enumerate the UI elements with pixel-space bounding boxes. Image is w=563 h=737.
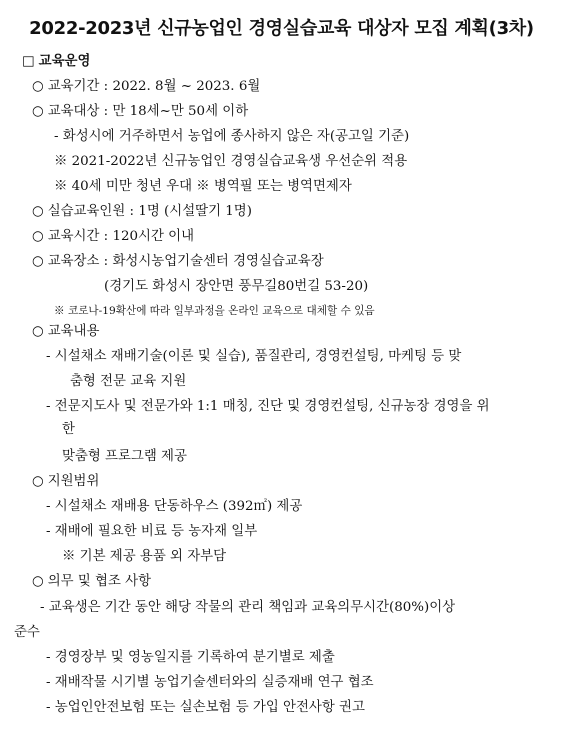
section-label: 교육운영: [38, 54, 91, 69]
detail-line: - 전문지도사 및 전문가와 1:1 매칭, 진단 및 경영컨설팅, 신규농장 경영을 위: [46, 399, 490, 414]
detail-line: - 교육생은 기간 동안 해당 작물의 관리 책임과 교육의무시간(80%)이상: [40, 600, 456, 615]
note-line: ※ 코로나-19확산에 따라 일부과정을 온라인 교육으로 대체할 수 있음: [54, 305, 375, 317]
circle-bullet-icon: ○: [32, 104, 44, 119]
detail-line: - 농업인안전보험 또는 실손보험 등 가입 안전사항 권고: [46, 700, 365, 715]
detail-line: 준수: [14, 625, 40, 640]
note-line: ※ 40세 미만 청년 우대 ※ 병역필 또는 병역면제자: [54, 179, 352, 194]
detail-line: - 경영장부 및 영농일지를 기록하여 분기별로 제출: [46, 650, 335, 665]
detail-line: - 재배작물 시기별 농업기술센터와의 실증재배 연구 협조: [46, 675, 374, 690]
note-line: ※ 2021-2022년 신규농업인 경영실습교육생 우선순위 적용: [54, 154, 408, 169]
item-trainee-count: ○ 실습교육인원 : 1명 (시설딸기 1명): [32, 202, 252, 222]
circle-bullet-icon: ○: [32, 229, 44, 244]
circle-bullet-icon: ○: [32, 324, 44, 339]
detail-line: - 재배에 필요한 비료 등 농자재 일부: [46, 524, 258, 539]
circle-bullet-icon: ○: [32, 204, 44, 219]
detail-line: - 화성시에 거주하면서 농업에 종사하지 않은 자(공고일 기준): [54, 129, 410, 144]
item-obligations: ○ 의무 및 협조 사항: [32, 572, 151, 592]
item-support-scope: ○ 지원범위: [32, 472, 99, 492]
circle-bullet-icon: ○: [32, 79, 44, 94]
detail-line: 한: [62, 422, 75, 437]
item-education-target: ○ 교육대상 : 만 18세~만 50세 이하: [32, 102, 248, 122]
item-education-content: ○ 교육내용: [32, 322, 99, 342]
note-line: ※ 기본 제공 용품 외 자부담: [62, 549, 227, 564]
detail-line: 맞춤형 프로그램 제공: [62, 449, 187, 464]
item-education-period: ○ 교육기간 : 2022. 8월 ~ 2023. 6월: [32, 77, 260, 97]
document-title: 2022-2023년 신규농업인 경영실습교육 대상자 모집 계획(3차): [29, 18, 534, 39]
square-bullet-icon: □: [22, 54, 35, 69]
detail-line: - 시설채소 재배기술(이론 및 실습), 품질관리, 경영컨설팅, 마케팅 등 맞: [46, 349, 462, 364]
item-education-place: ○ 교육장소 : 화성시농업기술센터 경영실습교육장: [32, 252, 324, 272]
detail-line: - 시설채소 재배용 단동하우스 (392㎡) 제공: [46, 499, 303, 514]
item-education-hours: ○ 교육시간 : 120시간 이내: [32, 227, 194, 247]
address-line: (경기도 화성시 장안면 풍무길80번길 53-20): [104, 279, 369, 294]
detail-line: 춤형 전문 교육 지원: [70, 374, 187, 389]
circle-bullet-icon: ○: [32, 574, 44, 589]
circle-bullet-icon: ○: [32, 254, 44, 269]
circle-bullet-icon: ○: [32, 474, 44, 489]
section-heading: [22, 52, 90, 72]
